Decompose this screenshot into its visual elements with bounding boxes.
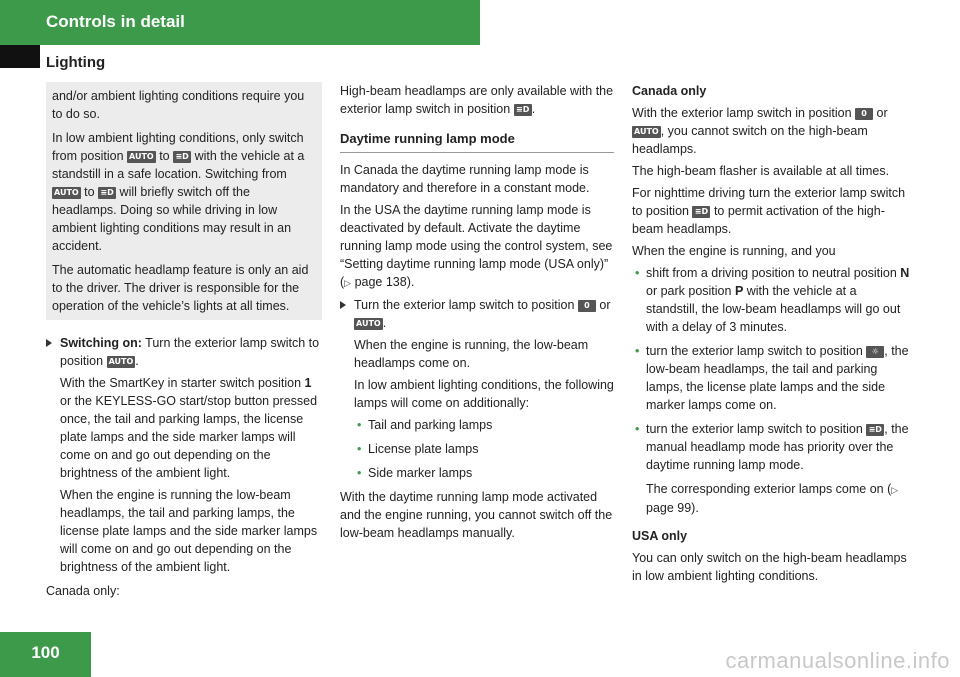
body-paragraph: With the SmartKey in starter switch position 1 or the KEYLESS-GO start/stop button pressed once, the tail and parking lamps, the license plate lamps and the side marker lamps will come on and go out depending on the brightness of the ambient light. bbox=[60, 376, 318, 480]
list-item: • shift from a driving position to neutral position N or park position P with the vehicle at a standstill, the low-beam headlamps will go out with a delay of 3 minutes. bbox=[635, 266, 910, 334]
step-arrow-icon bbox=[46, 339, 52, 347]
page-number-band bbox=[0, 632, 91, 677]
body-paragraph: For nighttime driving turn the exterior lamp switch to position ≡D to permit activation of the high-beam headlamps. bbox=[632, 186, 906, 236]
column-2 bbox=[340, 82, 614, 546]
page-ref-icon: ▷ bbox=[891, 485, 899, 495]
body-paragraph: In low ambient lighting conditions, the following lamps will come on additionally: bbox=[354, 378, 614, 410]
auto-icon: AUTO bbox=[356, 318, 381, 328]
zero-position-icon: 0 bbox=[855, 108, 873, 120]
body-paragraph: In the USA the daytime running lamp mode is deactivated by default. Activate the daytime running lamp mode using the control system, see “Setting daytime running lamp mode (USA only)” (▷ page 138). bbox=[340, 203, 613, 289]
body-paragraph: You can only switch on the high-beam headlamps in low ambient lighting conditions. bbox=[632, 551, 907, 583]
chapter-title: Controls in detail bbox=[46, 12, 185, 31]
auto-icon: AUTO bbox=[634, 126, 659, 136]
body-paragraph: Canada only: bbox=[46, 584, 120, 598]
page-ref-icon: ▷ bbox=[344, 278, 352, 288]
body-paragraph: In Canada the daytime running lamp mode is mandatory and therefore in a constant mode. bbox=[340, 163, 590, 195]
low-beam-icon: ≡D bbox=[173, 151, 191, 163]
instruction-step: Switching on: Turn the exterior lamp switch to position AUTO . bbox=[46, 334, 322, 370]
list-item: • License plate lamps bbox=[357, 442, 479, 456]
zero-position-icon: 0 bbox=[578, 300, 596, 312]
auto-icon: AUTO bbox=[129, 151, 154, 161]
column-3 bbox=[632, 82, 912, 589]
auto-icon: AUTO bbox=[54, 187, 79, 197]
column-1 bbox=[46, 82, 322, 604]
parking-lamp-icon: ☼ bbox=[866, 346, 884, 358]
instruction-step: Turn the exterior lamp switch to position 0 or AUTO . bbox=[340, 296, 614, 332]
body-paragraph: With the daytime running lamp mode activated and the engine running, you cannot switch off the low-beam headlamps manually. bbox=[340, 490, 613, 540]
watermark: carmanualsonline.info bbox=[725, 648, 950, 673]
warning-paragraph: In low ambient lighting conditions, only switch from position AUTO to ≡D with the vehicle at a standstill in a safe location. Switching from AUTO to ≡D will briefly switch off the headlamps. Doing so while driving in low ambient lighting conditions may result in an accident. bbox=[52, 131, 305, 253]
subsection-heading: Canada only bbox=[632, 84, 707, 98]
body-paragraph: The high-beam flasher is available at all times. bbox=[632, 164, 890, 178]
body-paragraph: When the engine is running, the low-beam headlamps come on. bbox=[354, 338, 589, 370]
auto-icon: AUTO bbox=[108, 356, 134, 366]
chapter-header-band bbox=[0, 0, 480, 45]
low-beam-icon: ≡D bbox=[514, 104, 532, 116]
warning-paragraph: The automatic headlamp feature is only an aid to the driver. The driver is responsible for the operation of the vehicle’s lights at all times. bbox=[52, 263, 309, 313]
section-title: Lighting bbox=[46, 54, 106, 71]
low-beam-icon: ≡D bbox=[692, 206, 710, 218]
warning-box bbox=[46, 82, 322, 320]
low-beam-icon: ≡D bbox=[866, 424, 884, 436]
warning-paragraph: and/or ambient lighting conditions require you to do so. bbox=[52, 89, 305, 121]
low-beam-icon: ≡D bbox=[98, 187, 116, 199]
list-item: • Side marker lamps bbox=[357, 466, 473, 480]
body-paragraph: The corresponding exterior lamps come on (▷ page 99). bbox=[646, 482, 899, 515]
body-paragraph: When the engine is running the low-beam headlamps, the tail and parking lamps, the license plate lamps and the side marker lamps will come on and go out depending on the brightness of the ambient light. bbox=[60, 488, 318, 574]
list-item: • turn the exterior lamp switch to position ☼ , the low-beam headlamps, the tail and parking lamps, the license plate lamps and the side marker lamps come on. bbox=[635, 344, 909, 412]
step-arrow-icon bbox=[340, 301, 346, 309]
section-tab-marker bbox=[0, 45, 40, 68]
body-paragraph: With the exterior lamp switch in position 0 or AUTO , you cannot switch on the high-beam headlamps. bbox=[632, 106, 888, 156]
list-item: • turn the exterior lamp switch to position ≡D , the manual headlamp mode has priority over the daytime running lamp mode. bbox=[635, 422, 909, 472]
subsection-heading: USA only bbox=[632, 529, 688, 543]
page-number: 100 bbox=[31, 643, 60, 662]
body-paragraph: High-beam headlamps are only available with the exterior lamp switch in position ≡D . bbox=[340, 84, 614, 116]
list-item: • Tail and parking lamps bbox=[357, 418, 493, 432]
subsection-heading: Daytime running lamp mode bbox=[340, 130, 614, 153]
body-paragraph: When the engine is running, and you bbox=[632, 244, 836, 258]
